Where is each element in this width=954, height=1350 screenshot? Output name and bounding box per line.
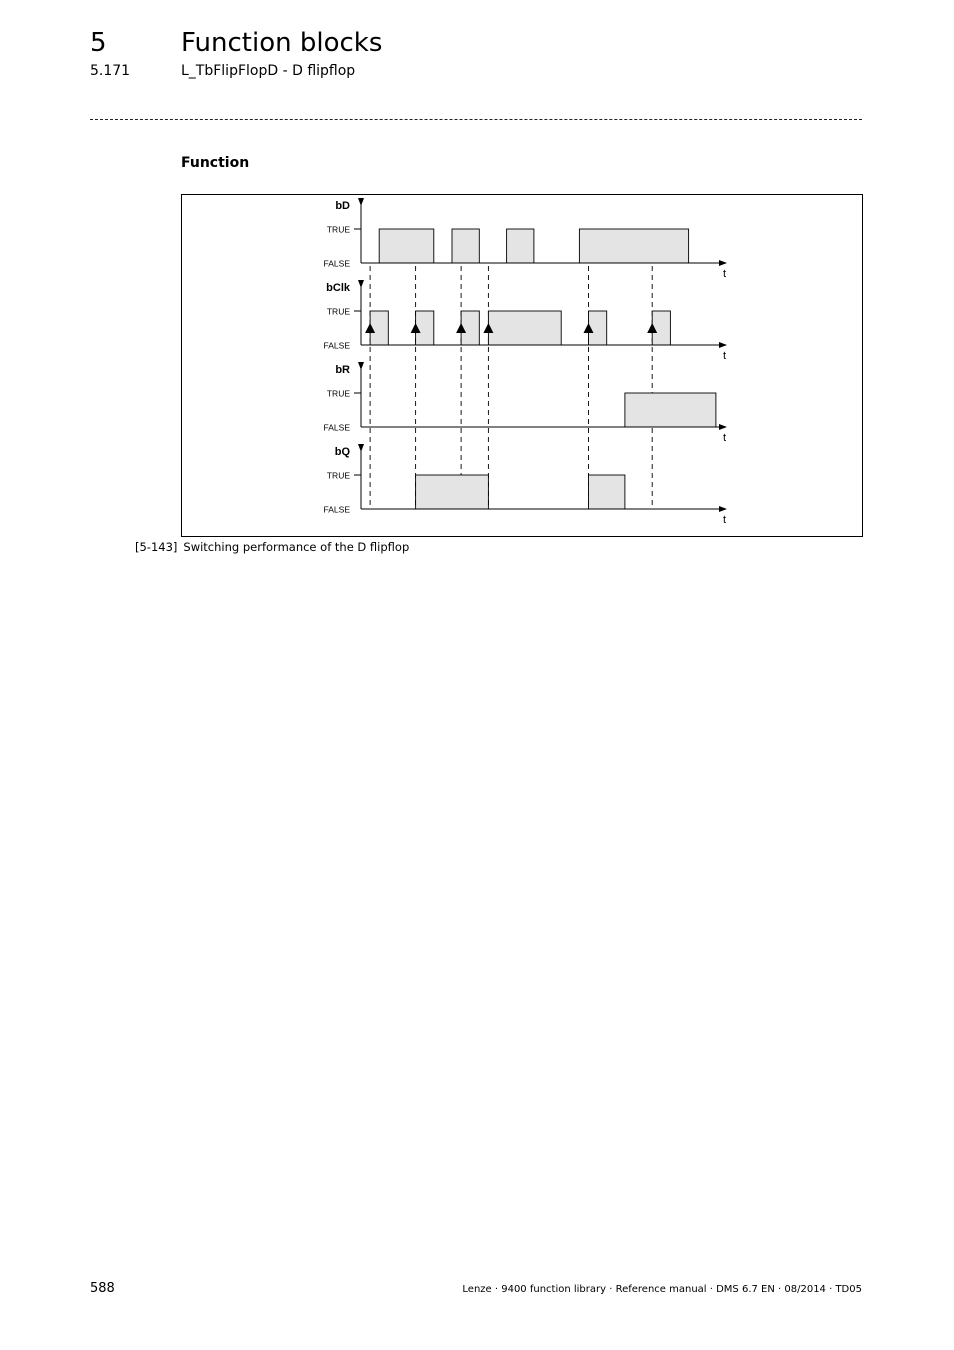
false-label: FALSE: [323, 340, 350, 351]
signal-name-label: bClk: [326, 282, 350, 294]
signal-name-label: bD: [335, 200, 350, 212]
signal-name-label: bR: [335, 364, 350, 376]
pulse: [488, 311, 561, 345]
footer-doc-info: Lenze · 9400 function library · Reference manual · DMS 6.7 EN · 08/2014 · TD05: [462, 1284, 862, 1295]
pulse: [416, 311, 434, 345]
pulse: [461, 311, 479, 345]
time-axis-label: t: [723, 350, 727, 362]
true-label: TRUE: [326, 306, 350, 317]
section-number: 5.171: [90, 63, 131, 79]
time-axis-label: t: [723, 268, 727, 280]
signal-name-label: bQ: [334, 446, 350, 458]
caption-text: Switching performance of the D flipflop: [183, 540, 410, 554]
time-axis-label: t: [723, 514, 727, 526]
false-label: FALSE: [323, 422, 350, 433]
pulse: [589, 311, 607, 345]
time-axis-label: t: [723, 432, 727, 444]
section-title: L_TbFlipFlopD - D flipflop: [181, 63, 356, 79]
timing-diagram: [182, 195, 862, 536]
pulse: [507, 229, 534, 263]
signal-br: [324, 364, 727, 444]
chapter-title: Function blocks: [181, 28, 383, 58]
true-label: TRUE: [326, 388, 350, 399]
pulse: [452, 229, 479, 263]
signal-bd: [324, 200, 727, 280]
page-number: 588: [90, 1281, 115, 1296]
pulse: [652, 311, 670, 345]
signal-bclk: [324, 282, 727, 362]
false-label: FALSE: [323, 258, 350, 269]
signal-bq: [324, 446, 727, 526]
pulse: [579, 229, 688, 263]
caption-number: [5-143]: [135, 540, 178, 554]
chapter-number: 5: [90, 28, 107, 58]
true-label: TRUE: [326, 470, 350, 481]
true-label: TRUE: [326, 224, 350, 235]
false-label: FALSE: [323, 504, 350, 515]
pulse: [379, 229, 434, 263]
pulse: [589, 475, 625, 509]
pulse: [625, 393, 716, 427]
pulse: [416, 475, 489, 509]
header-divider: [90, 119, 862, 120]
figure-caption: [135, 540, 409, 554]
timing-diagram-figure: [181, 194, 863, 537]
pulse: [370, 311, 388, 345]
section-heading: Function: [181, 155, 250, 171]
